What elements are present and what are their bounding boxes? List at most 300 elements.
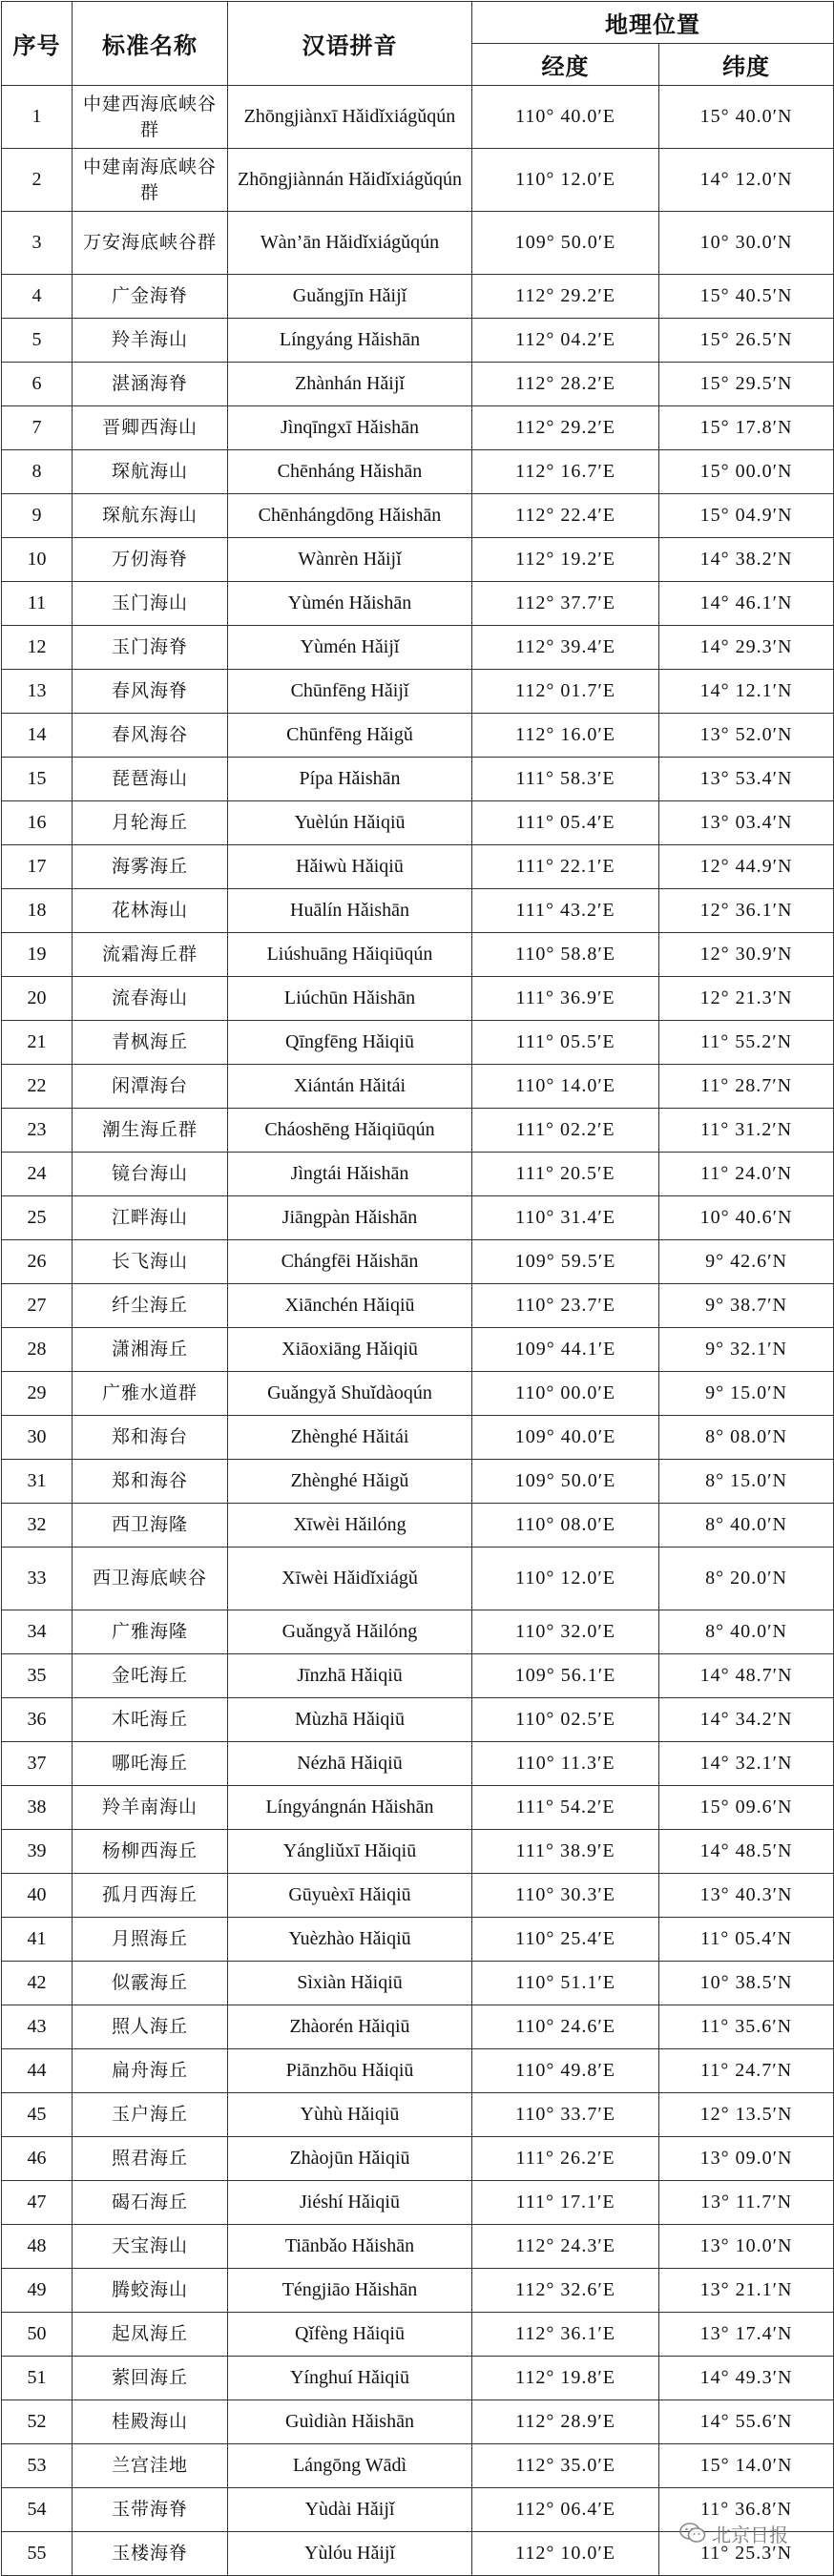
cell-latitude: 13° 09.0′N	[659, 2137, 834, 2181]
cell-seq: 3	[2, 212, 73, 275]
cell-pinyin: Yángliǔxī Hǎiqiū	[228, 1830, 472, 1874]
table-row	[2, 1416, 834, 1460]
cell-standard-name: 广金海脊	[73, 275, 228, 319]
cell-seq: 25	[2, 1196, 73, 1240]
wechat-icon	[679, 2522, 706, 2545]
cell-pinyin: Wànrèn Hǎijǐ	[228, 538, 472, 582]
cell-seq: 42	[2, 1962, 73, 2005]
table-row	[2, 1504, 834, 1548]
cell-seq: 21	[2, 1021, 73, 1065]
table-row	[2, 801, 834, 845]
table-row	[2, 2313, 834, 2357]
cell-seq: 20	[2, 977, 73, 1021]
cell-latitude: 15° 40.5′N	[659, 275, 834, 319]
table-row	[2, 363, 834, 406]
cell-standard-name: 天宝海山	[73, 2225, 228, 2269]
cell-latitude: 11° 24.0′N	[659, 1153, 834, 1196]
cell-seq: 50	[2, 2313, 73, 2357]
cell-latitude: 11° 28.7′N	[659, 1065, 834, 1109]
cell-pinyin: Téngjiāo Hǎishān	[228, 2269, 472, 2313]
cell-longitude: 110° 30.3′E	[472, 1874, 659, 1918]
cell-seq: 43	[2, 2005, 73, 2049]
cell-longitude: 109° 50.0′E	[472, 1460, 659, 1504]
table-row	[2, 86, 834, 149]
table-row	[2, 1328, 834, 1372]
cell-pinyin: Jīnzhā Hǎiqiū	[228, 1654, 472, 1698]
cell-pinyin: Jiāngpàn Hǎishān	[228, 1196, 472, 1240]
cell-pinyin: Liúshuāng Hǎiqiūqún	[228, 933, 472, 977]
cell-longitude: 110° 11.3′E	[472, 1742, 659, 1786]
table-row	[2, 1742, 834, 1786]
cell-longitude: 112° 16.7′E	[472, 450, 659, 494]
cell-standard-name: 花林海山	[73, 889, 228, 933]
cell-latitude: 11° 36.8′N	[659, 2488, 834, 2532]
table-row	[2, 1284, 834, 1328]
cell-longitude: 111° 36.9′E	[472, 977, 659, 1021]
cell-longitude: 112° 29.2′E	[472, 275, 659, 319]
cell-standard-name: 万安海底峡谷群	[73, 212, 228, 275]
cell-seq: 29	[2, 1372, 73, 1416]
cell-pinyin: Cháoshēng Hǎiqiūqún	[228, 1109, 472, 1153]
cell-seq: 1	[2, 86, 73, 149]
cell-pinyin: Guǎngyǎ Shuǐdàoqún	[228, 1372, 472, 1416]
cell-longitude: 111° 17.1′E	[472, 2181, 659, 2225]
table-row	[2, 670, 834, 714]
cell-longitude: 110° 31.4′E	[472, 1196, 659, 1240]
cell-pinyin: Zhōngjiànxī Hǎidǐxiágǔqún	[228, 86, 472, 149]
cell-seq: 15	[2, 758, 73, 801]
cell-longitude: 112° 10.0′E	[472, 2532, 659, 2576]
cell-seq: 39	[2, 1830, 73, 1874]
cell-seq: 28	[2, 1328, 73, 1372]
table-row	[2, 1065, 834, 1109]
cell-seq: 49	[2, 2269, 73, 2313]
table-row	[2, 626, 834, 670]
table-row	[2, 1240, 834, 1284]
cell-pinyin: Xīwèi Hǎidǐxiágǔ	[228, 1548, 472, 1610]
cell-seq: 22	[2, 1065, 73, 1109]
cell-seq: 18	[2, 889, 73, 933]
table-row	[2, 1830, 834, 1874]
cell-pinyin: Sìxiàn Hǎiqiū	[228, 1962, 472, 2005]
table-row	[2, 933, 834, 977]
cell-standard-name: 金吒海丘	[73, 1654, 228, 1698]
cell-longitude: 109° 50.0′E	[472, 212, 659, 275]
header-standard-name: 标准名称	[73, 2, 228, 86]
cell-longitude: 112° 28.9′E	[472, 2400, 659, 2444]
cell-latitude: 11° 24.7′N	[659, 2049, 834, 2093]
cell-standard-name: 青枫海丘	[73, 1021, 228, 1065]
cell-pinyin: Língyáng Hǎishān	[228, 319, 472, 363]
cell-longitude: 111° 54.2′E	[472, 1786, 659, 1830]
cell-pinyin: Yínghuí Hǎiqiū	[228, 2357, 472, 2400]
cell-latitude: 13° 10.0′N	[659, 2225, 834, 2269]
cell-seq: 31	[2, 1460, 73, 1504]
cell-seq: 23	[2, 1109, 73, 1153]
cell-longitude: 112° 36.1′E	[472, 2313, 659, 2357]
cell-latitude: 8° 40.0′N	[659, 1504, 834, 1548]
cell-seq: 26	[2, 1240, 73, 1284]
cell-latitude: 14° 48.7′N	[659, 1654, 834, 1698]
table-row	[2, 1460, 834, 1504]
cell-standard-name: 流霜海丘群	[73, 933, 228, 977]
cell-seq: 38	[2, 1786, 73, 1830]
cell-pinyin: Xiāoxiāng Hǎiqiū	[228, 1328, 472, 1372]
cell-seq: 24	[2, 1153, 73, 1196]
cell-seq: 40	[2, 1874, 73, 1918]
cell-pinyin: Pípa Hǎishān	[228, 758, 472, 801]
cell-standard-name: 扁舟海丘	[73, 2049, 228, 2093]
cell-pinyin: Lángōng Wādì	[228, 2444, 472, 2488]
cell-standard-name: 海雾海丘	[73, 845, 228, 889]
cell-latitude: 11° 55.2′N	[659, 1021, 834, 1065]
header-pinyin: 汉语拼音	[228, 2, 472, 86]
cell-longitude: 110° 25.4′E	[472, 1918, 659, 1962]
cell-pinyin: Tiānbǎo Hǎishān	[228, 2225, 472, 2269]
cell-seq: 53	[2, 2444, 73, 2488]
cell-seq: 9	[2, 494, 73, 538]
cell-longitude: 109° 44.1′E	[472, 1328, 659, 1372]
cell-longitude: 109° 40.0′E	[472, 1416, 659, 1460]
cell-pinyin: Liúchūn Hǎishān	[228, 977, 472, 1021]
table-row	[2, 1196, 834, 1240]
cell-seq: 51	[2, 2357, 73, 2400]
cell-latitude: 15° 29.5′N	[659, 363, 834, 406]
cell-longitude: 112° 04.2′E	[472, 319, 659, 363]
cell-standard-name: 桂殿海山	[73, 2400, 228, 2444]
cell-longitude: 112° 32.6′E	[472, 2269, 659, 2313]
cell-longitude: 109° 59.5′E	[472, 1240, 659, 1284]
cell-standard-name: 照君海丘	[73, 2137, 228, 2181]
cell-pinyin: Chángfēi Hǎishān	[228, 1240, 472, 1284]
cell-longitude: 110° 12.0′E	[472, 149, 659, 212]
table-row	[2, 2137, 834, 2181]
watermark	[679, 2517, 823, 2549]
table-row	[2, 2093, 834, 2137]
cell-longitude: 111° 26.2′E	[472, 2137, 659, 2181]
table-row	[2, 538, 834, 582]
cell-standard-name: 木吒海丘	[73, 1698, 228, 1742]
cell-standard-name: 万仞海脊	[73, 538, 228, 582]
table-row	[2, 1021, 834, 1065]
cell-pinyin: Piānzhōu Hǎiqiū	[228, 2049, 472, 2093]
cell-seq: 27	[2, 1284, 73, 1328]
table-row	[2, 1109, 834, 1153]
seafloor-place-names-table	[1, 1, 834, 2576]
cell-longitude: 112° 06.4′E	[472, 2488, 659, 2532]
cell-pinyin: Yuèlún Hǎiqiū	[228, 801, 472, 845]
cell-seq: 10	[2, 538, 73, 582]
cell-pinyin: Hǎiwù Hǎiqiū	[228, 845, 472, 889]
cell-pinyin: Zhàorén Hǎiqiū	[228, 2005, 472, 2049]
cell-latitude: 14° 12.0′N	[659, 149, 834, 212]
cell-longitude: 112° 24.3′E	[472, 2225, 659, 2269]
cell-latitude: 14° 34.2′N	[659, 1698, 834, 1742]
cell-standard-name: 潇湘海丘	[73, 1328, 228, 1372]
cell-latitude: 12° 36.1′N	[659, 889, 834, 933]
cell-seq: 32	[2, 1504, 73, 1548]
header-latitude: 纬度	[659, 44, 834, 86]
watermark-text: 北京日报	[712, 2523, 788, 2546]
cell-longitude: 110° 58.8′E	[472, 933, 659, 977]
cell-longitude: 110° 08.0′E	[472, 1504, 659, 1548]
cell-latitude: 11° 25.3′N	[659, 2532, 834, 2576]
cell-pinyin: Yùmén Hǎishān	[228, 582, 472, 626]
table-body	[2, 86, 834, 2576]
table-row	[2, 1698, 834, 1742]
table-row	[2, 1372, 834, 1416]
cell-latitude: 13° 11.7′N	[659, 2181, 834, 2225]
cell-seq: 13	[2, 670, 73, 714]
cell-pinyin: Chūnfēng Hǎijǐ	[228, 670, 472, 714]
cell-seq: 47	[2, 2181, 73, 2225]
cell-seq: 33	[2, 1548, 73, 1610]
cell-seq: 16	[2, 801, 73, 845]
cell-seq: 19	[2, 933, 73, 977]
cell-standard-name: 晋卿西海山	[73, 406, 228, 450]
table-row	[2, 2181, 834, 2225]
cell-pinyin: Guìdiàn Hǎishān	[228, 2400, 472, 2444]
cell-latitude: 14° 38.2′N	[659, 538, 834, 582]
table-row	[2, 1874, 834, 1918]
cell-pinyin: Zhànhán Hǎijǐ	[228, 363, 472, 406]
table-row	[2, 2269, 834, 2313]
cell-latitude: 15° 00.0′N	[659, 450, 834, 494]
cell-pinyin: Yùdài Hǎijǐ	[228, 2488, 472, 2532]
cell-seq: 2	[2, 149, 73, 212]
cell-seq: 7	[2, 406, 73, 450]
cell-standard-name: 镜台海山	[73, 1153, 228, 1196]
cell-seq: 48	[2, 2225, 73, 2269]
cell-seq: 52	[2, 2400, 73, 2444]
cell-latitude: 14° 32.1′N	[659, 1742, 834, 1786]
cell-pinyin: Jiéshí Hǎiqiū	[228, 2181, 472, 2225]
cell-pinyin: Huālín Hǎishān	[228, 889, 472, 933]
table-row	[2, 1654, 834, 1698]
cell-longitude: 111° 20.5′E	[472, 1153, 659, 1196]
cell-standard-name: 玉门海山	[73, 582, 228, 626]
cell-pinyin: Chūnfēng Hǎigǔ	[228, 714, 472, 758]
cell-latitude: 14° 55.6′N	[659, 2400, 834, 2444]
cell-pinyin: Wàn’ān Hǎidǐxiágǔqún	[228, 212, 472, 275]
cell-standard-name: 春风海脊	[73, 670, 228, 714]
cell-latitude: 8° 08.0′N	[659, 1416, 834, 1460]
cell-pinyin: Chēnhángdōng Hǎishān	[228, 494, 472, 538]
cell-standard-name: 闲潭海台	[73, 1065, 228, 1109]
cell-pinyin: Chēnháng Hǎishān	[228, 450, 472, 494]
table-row	[2, 977, 834, 1021]
cell-longitude: 112° 37.7′E	[472, 582, 659, 626]
cell-standard-name: 起凤海丘	[73, 2313, 228, 2357]
cell-seq: 8	[2, 450, 73, 494]
cell-latitude: 15° 26.5′N	[659, 319, 834, 363]
cell-seq: 44	[2, 2049, 73, 2093]
cell-seq: 41	[2, 1918, 73, 1962]
cell-pinyin: Xiántán Hǎitái	[228, 1065, 472, 1109]
cell-latitude: 9° 38.7′N	[659, 1284, 834, 1328]
cell-seq: 36	[2, 1698, 73, 1742]
cell-longitude: 110° 32.0′E	[472, 1610, 659, 1654]
cell-longitude: 110° 00.0′E	[472, 1372, 659, 1416]
cell-longitude: 109° 56.1′E	[472, 1654, 659, 1698]
cell-latitude: 10° 38.5′N	[659, 1962, 834, 2005]
cell-longitude: 112° 16.0′E	[472, 714, 659, 758]
cell-longitude: 110° 40.0′E	[472, 86, 659, 149]
cell-longitude: 112° 22.4′E	[472, 494, 659, 538]
cell-standard-name: 玉带海脊	[73, 2488, 228, 2532]
cell-standard-name: 似霰海丘	[73, 1962, 228, 2005]
table-row	[2, 2444, 834, 2488]
table-row	[2, 714, 834, 758]
cell-standard-name: 月轮海丘	[73, 801, 228, 845]
cell-standard-name: 照人海丘	[73, 2005, 228, 2049]
cell-latitude: 12° 13.5′N	[659, 2093, 834, 2137]
table-row	[2, 582, 834, 626]
cell-standard-name: 纤尘海丘	[73, 1284, 228, 1328]
cell-seq: 45	[2, 2093, 73, 2137]
cell-latitude: 14° 48.5′N	[659, 1830, 834, 1874]
cell-standard-name: 杨柳西海丘	[73, 1830, 228, 1874]
table-row	[2, 2225, 834, 2269]
table-row	[2, 845, 834, 889]
cell-pinyin: Yùlóu Hǎijǐ	[228, 2532, 472, 2576]
cell-pinyin: Zhàojūn Hǎiqiū	[228, 2137, 472, 2181]
cell-standard-name: 萦回海丘	[73, 2357, 228, 2400]
cell-latitude: 12° 44.9′N	[659, 845, 834, 889]
table-row	[2, 1153, 834, 1196]
cell-seq: 5	[2, 319, 73, 363]
cell-seq: 4	[2, 275, 73, 319]
cell-pinyin: Zhènghé Hǎitái	[228, 1416, 472, 1460]
table-row	[2, 149, 834, 212]
cell-pinyin: Qīngfēng Hǎiqiū	[228, 1021, 472, 1065]
cell-latitude: 8° 15.0′N	[659, 1460, 834, 1504]
cell-pinyin: Zhōngjiànnán Hǎidǐxiágǔqún	[228, 149, 472, 212]
cell-longitude: 110° 24.6′E	[472, 2005, 659, 2049]
cell-latitude: 10° 30.0′N	[659, 212, 834, 275]
cell-latitude: 12° 30.9′N	[659, 933, 834, 977]
cell-longitude: 111° 05.5′E	[472, 1021, 659, 1065]
cell-standard-name: 郑和海谷	[73, 1460, 228, 1504]
cell-standard-name: 琛航东海山	[73, 494, 228, 538]
cell-latitude: 10° 40.6′N	[659, 1196, 834, 1240]
cell-seq: 30	[2, 1416, 73, 1460]
cell-standard-name: 琛航海山	[73, 450, 228, 494]
table-row	[2, 1786, 834, 1830]
cell-latitude: 11° 05.4′N	[659, 1918, 834, 1962]
cell-standard-name: 羚羊海山	[73, 319, 228, 363]
table-row	[2, 1962, 834, 2005]
cell-longitude: 112° 19.2′E	[472, 538, 659, 582]
cell-longitude: 112° 39.4′E	[472, 626, 659, 670]
cell-pinyin: Zhènghé Hǎigǔ	[228, 1460, 472, 1504]
table-row	[2, 319, 834, 363]
cell-pinyin: Nézhā Hǎiqiū	[228, 1742, 472, 1786]
cell-longitude: 110° 02.5′E	[472, 1698, 659, 1742]
table-row	[2, 889, 834, 933]
cell-latitude: 9° 15.0′N	[659, 1372, 834, 1416]
cell-latitude: 14° 46.1′N	[659, 582, 834, 626]
cell-pinyin: Qǐfèng Hǎiqiū	[228, 2313, 472, 2357]
cell-standard-name: 广雅水道群	[73, 1372, 228, 1416]
cell-pinyin: Yuèzhào Hǎiqiū	[228, 1918, 472, 1962]
header-geo-location: 地理位置	[472, 2, 834, 44]
cell-longitude: 111° 43.2′E	[472, 889, 659, 933]
cell-standard-name: 碣石海丘	[73, 2181, 228, 2225]
cell-standard-name: 中建南海底峡谷群	[73, 149, 228, 212]
cell-latitude: 9° 42.6′N	[659, 1240, 834, 1284]
cell-longitude: 112° 35.0′E	[472, 2444, 659, 2488]
cell-latitude: 13° 40.3′N	[659, 1874, 834, 1918]
cell-longitude: 110° 49.8′E	[472, 2049, 659, 2093]
cell-standard-name: 玉门海脊	[73, 626, 228, 670]
cell-standard-name: 湛涵海脊	[73, 363, 228, 406]
cell-standard-name: 西卫海底峡谷	[73, 1548, 228, 1610]
cell-standard-name: 郑和海台	[73, 1416, 228, 1460]
header-longitude: 经度	[472, 44, 659, 86]
cell-latitude: 8° 20.0′N	[659, 1548, 834, 1610]
cell-longitude: 111° 38.9′E	[472, 1830, 659, 1874]
table-row	[2, 494, 834, 538]
cell-standard-name: 潮生海丘群	[73, 1109, 228, 1153]
cell-latitude: 13° 52.0′N	[659, 714, 834, 758]
cell-standard-name: 孤月西海丘	[73, 1874, 228, 1918]
cell-longitude: 111° 02.2′E	[472, 1109, 659, 1153]
table-row	[2, 450, 834, 494]
table-row	[2, 1548, 834, 1610]
cell-standard-name: 兰宫洼地	[73, 2444, 228, 2488]
cell-standard-name: 中建西海底峡谷群	[73, 86, 228, 149]
table-row	[2, 2005, 834, 2049]
cell-longitude: 112° 01.7′E	[472, 670, 659, 714]
cell-standard-name: 西卫海隆	[73, 1504, 228, 1548]
cell-longitude: 110° 14.0′E	[472, 1065, 659, 1109]
cell-latitude: 9° 32.1′N	[659, 1328, 834, 1372]
cell-latitude: 15° 04.9′N	[659, 494, 834, 538]
cell-longitude: 112° 29.2′E	[472, 406, 659, 450]
table-row	[2, 275, 834, 319]
cell-latitude: 11° 35.6′N	[659, 2005, 834, 2049]
cell-longitude: 111° 22.1′E	[472, 845, 659, 889]
cell-pinyin: Gūyuèxī Hǎiqiū	[228, 1874, 472, 1918]
cell-seq: 14	[2, 714, 73, 758]
cell-latitude: 13° 53.4′N	[659, 758, 834, 801]
cell-seq: 17	[2, 845, 73, 889]
cell-pinyin: Yùhù Hǎiqiū	[228, 2093, 472, 2137]
cell-seq: 11	[2, 582, 73, 626]
cell-standard-name: 江畔海山	[73, 1196, 228, 1240]
table-row	[2, 2049, 834, 2093]
cell-latitude: 15° 09.6′N	[659, 1786, 834, 1830]
cell-standard-name: 玉楼海脊	[73, 2532, 228, 2576]
cell-standard-name: 春风海谷	[73, 714, 228, 758]
table-row	[2, 1918, 834, 1962]
cell-seq: 37	[2, 1742, 73, 1786]
cell-pinyin: Língyángnán Hǎishān	[228, 1786, 472, 1830]
table-row	[2, 2400, 834, 2444]
cell-longitude: 112° 28.2′E	[472, 363, 659, 406]
cell-longitude: 110° 51.1′E	[472, 1962, 659, 2005]
cell-pinyin: Xīwèi Hǎilóng	[228, 1504, 472, 1548]
table-row	[2, 406, 834, 450]
cell-longitude: 112° 19.8′E	[472, 2357, 659, 2400]
cell-latitude: 8° 40.0′N	[659, 1610, 834, 1654]
cell-pinyin: Mùzhā Hǎiqiū	[228, 1698, 472, 1742]
cell-pinyin: Xiānchén Hǎiqiū	[228, 1284, 472, 1328]
cell-latitude: 13° 17.4′N	[659, 2313, 834, 2357]
cell-pinyin: Jìnqīngxī Hǎishān	[228, 406, 472, 450]
cell-seq: 6	[2, 363, 73, 406]
